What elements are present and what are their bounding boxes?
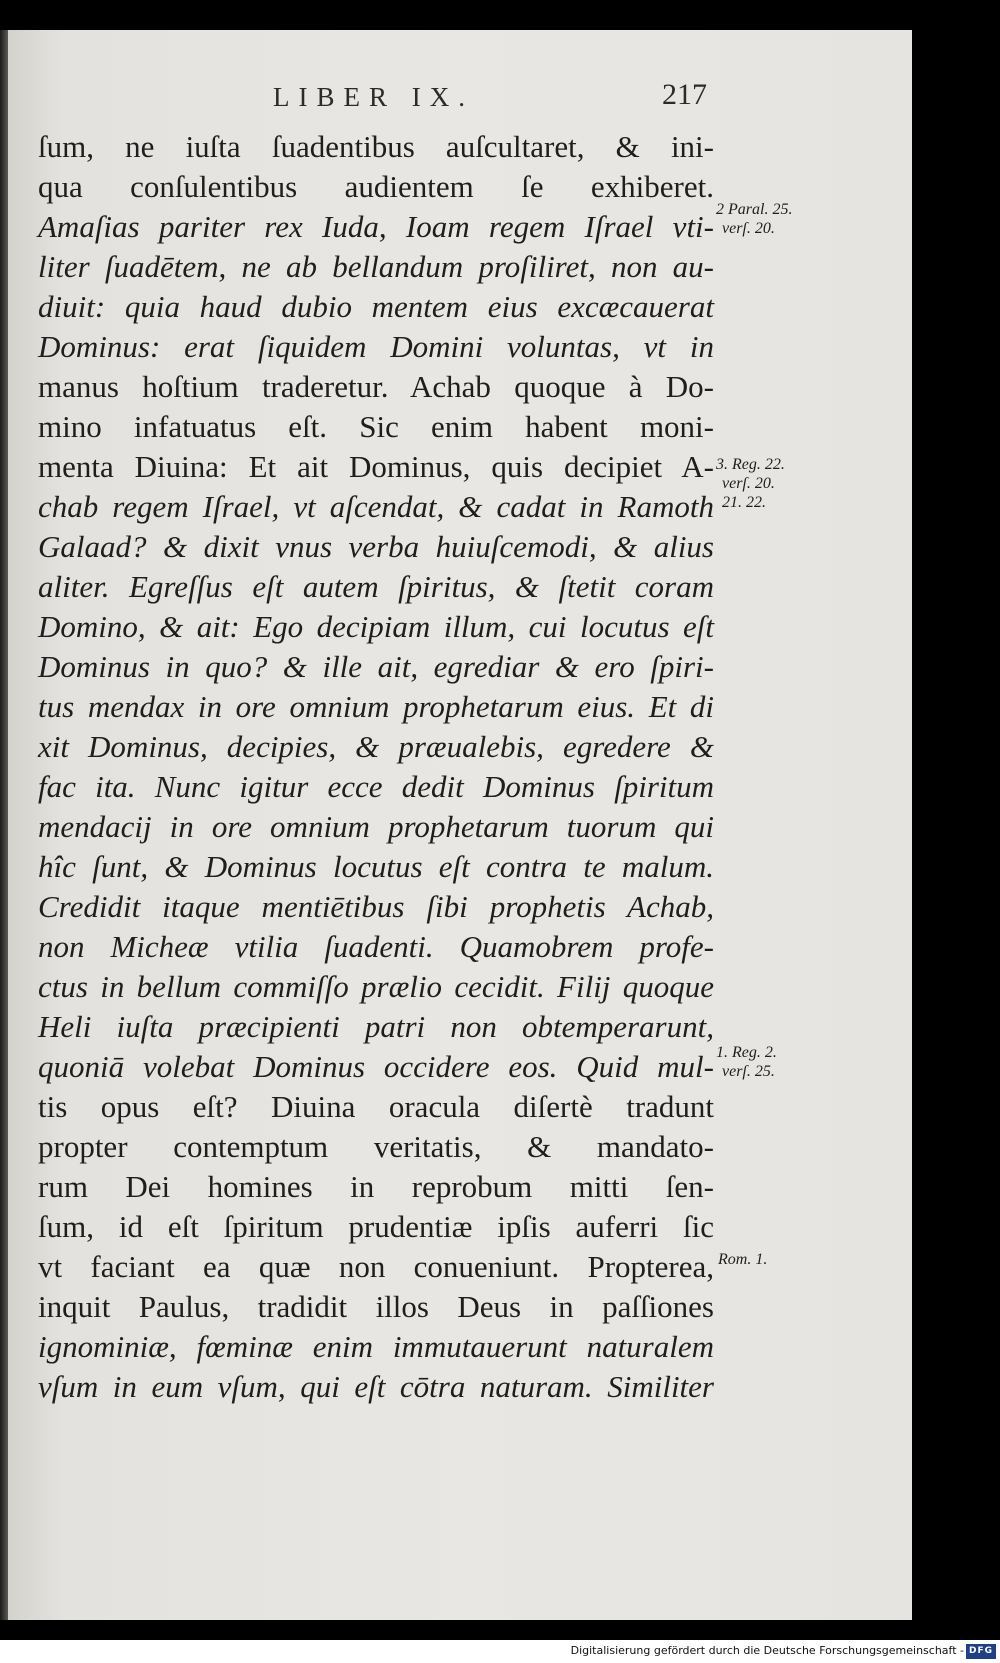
text-line: diuit: quia haud dubio mentem eius excæcauerat: [38, 289, 714, 324]
text-line: ctus in bellum commiſſo prælio cecidit. Filij quoque: [38, 969, 714, 1004]
text-line: Galaad? & dixit vnus verba huiuſcemodi, & alius: [38, 529, 714, 564]
margin-note-reg-1: [716, 1043, 777, 1081]
text-line: Domino, & ait: Ego decipiam illum, cui locutus eſt: [38, 609, 714, 644]
margin-note-rom: [718, 1250, 767, 1269]
text-line: fac ita. Nunc igitur ecce dedit Dominus ſpiritum: [38, 769, 714, 804]
margin-note-line: Rom. 1.: [718, 1251, 768, 1268]
text-line: xit Dominus, decipies, & præualebis, egredere &: [38, 729, 714, 764]
text-line: qua conſulentibus audientem ſe exhiberet.: [38, 169, 714, 204]
text-line: chab regem Iſrael, vt aſcendat, & cadat in Ramoth: [38, 489, 714, 524]
text-line: inquit Paulus, tradidit illos Deus in paſſiones: [38, 1289, 714, 1324]
digitization-footer: [0, 1640, 1000, 1663]
margin-note-reg-3: [716, 455, 785, 512]
book-spine-shadow: [0, 30, 8, 1620]
text-line: aliter. Egreſſus eſt autem ſpiritus, & ſtetit coram: [38, 569, 714, 604]
text-line: mino infatuatus eſt. Sic enim habent moni-: [38, 409, 714, 444]
margin-note-line: verſ. 25.: [722, 1063, 775, 1080]
text-line: rum Dei homines in reprobum mitti ſen-: [38, 1169, 714, 1204]
text-line: propter contemptum veritatis, & mandato-: [38, 1129, 714, 1164]
text-line: hîc ſunt, & Dominus locutus eſt contra te malum.: [38, 849, 714, 884]
text-line: tus mendax in ore omnium prophetarum eius. Et di: [38, 689, 714, 724]
text-line: ſum, ne iuſta ſuadentibus auſcultaret, & ini-: [38, 129, 714, 164]
margin-note-line: verſ. 20.: [722, 475, 775, 492]
margin-note-line: 1. Reg. 2.: [716, 1044, 777, 1061]
margin-note-line: verſ. 20.: [722, 220, 775, 237]
margin-note-line: 21. 22.: [722, 494, 766, 511]
text-line: Credidit itaque mentiētibus ſibi prophetis Achab,: [38, 889, 714, 924]
text-line: tis opus eſt? Diuina oracula diſertè tradunt: [38, 1089, 714, 1124]
text-line: liter ſuadētem, ne ab bellandum proſiliret, non au-: [38, 249, 714, 284]
text-line: Dominus: erat ſiquidem Domini voluntas, vt in: [38, 329, 714, 364]
text-line: Amaſias pariter rex Iuda, Ioam regem Iſrael vti-: [38, 209, 714, 244]
text-line: quoniā volebat Dominus occidere eos. Quid mul-: [38, 1049, 714, 1084]
running-title: LIBER IX.: [273, 82, 474, 112]
text-line: menta Diuina: Et ait Dominus, quis decipiet A-: [38, 449, 714, 484]
footer-credit: Digitalisierung gefördert durch die Deutsche Forschungsgemeinschaft -: [570, 1644, 964, 1657]
page-header: [8, 78, 912, 122]
dfg-logo: DFG: [966, 1644, 996, 1659]
margin-note-line: 2 Paral. 25.: [716, 201, 793, 218]
text-line: ſum, id eſt ſpiritum prudentiæ ipſis auferri ſic: [38, 1209, 714, 1244]
text-line: vt faciant ea quæ non conueniunt. Propterea,: [38, 1249, 714, 1284]
text-line: vſum in eum vſum, qui eſt cōtra naturam. Similiter: [38, 1369, 714, 1404]
text-line: non Micheæ vtilia ſuadenti. Quamobrem profe-: [38, 929, 714, 964]
text-line: manus hoſtium traderetur. Achab quoque à Do-: [38, 369, 714, 404]
margin-note-line: 3. Reg. 22.: [716, 456, 785, 473]
text-line: Heli iuſta præcipienti patri non obtemperarunt,: [38, 1009, 714, 1044]
book-page: [8, 30, 912, 1620]
text-line: Dominus in quo? & ille ait, egrediar & ero ſpiri-: [38, 649, 714, 684]
body-text: [38, 127, 714, 1407]
page-number: 217: [662, 78, 707, 111]
margin-note-paral: [716, 200, 792, 238]
text-line: mendacij in ore omnium prophetarum tuorum qui: [38, 809, 714, 844]
text-line: ignominiæ, fœminæ enim immutauerunt naturalem: [38, 1329, 714, 1364]
